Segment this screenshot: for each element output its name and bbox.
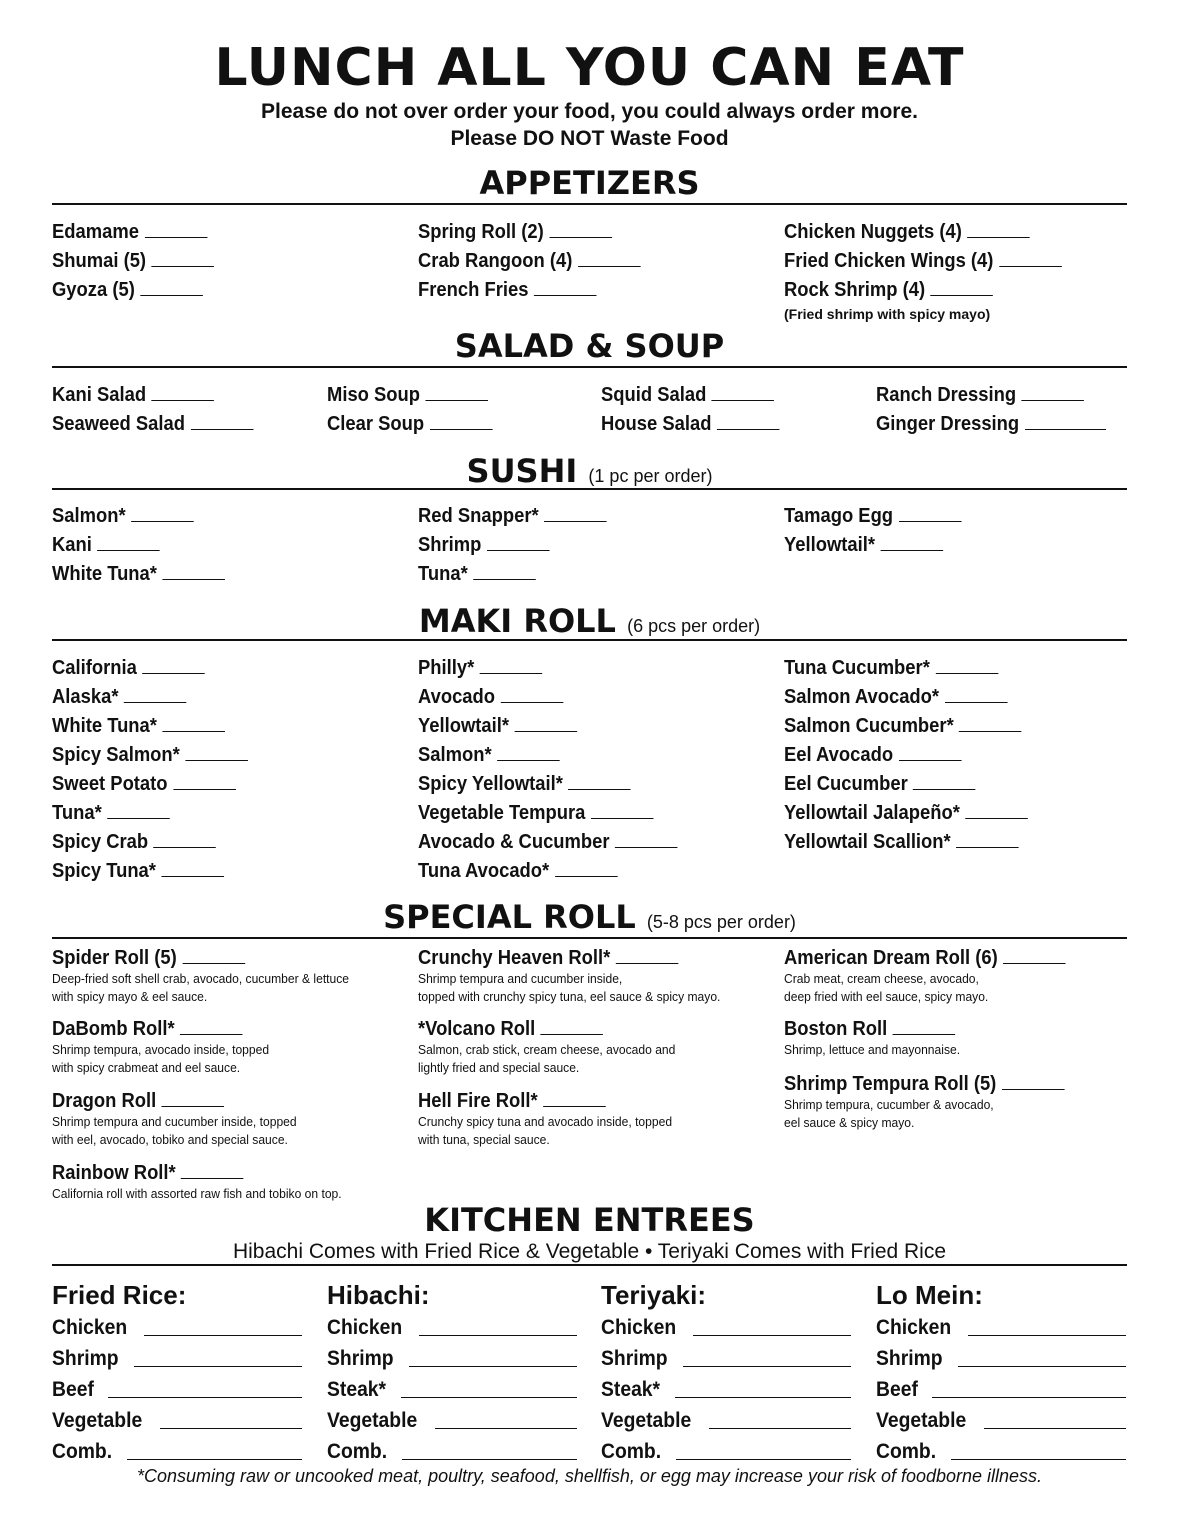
- roll-description: deep fried with eel sauce, spicy mayo.: [784, 989, 989, 1004]
- kitchen-entrees-heading: KITCHEN ENTREES: [424, 1201, 755, 1239]
- special-roll-item: Hell Fire Roll* Crunchy spicy tuna and avocado inside, topped with tuna, special sauce.: [418, 1090, 673, 1147]
- menu-item: Chicken: [876, 1312, 1126, 1343]
- quantity-line[interactable]: [555, 860, 618, 877]
- menu-item: Tuna Cucumber*: [784, 654, 1028, 683]
- menu-item: California: [52, 654, 248, 683]
- sushi-col-1: [52, 502, 240, 589]
- quantity-line[interactable]: [541, 1018, 604, 1035]
- quantity-line[interactable]: [140, 279, 203, 296]
- special-roll-item: Shrimp Tempura Roll (5) Shrimp tempura, cucumber & avocado, eel sauce & spicy mayo.: [784, 1072, 1089, 1132]
- menu-item: Eel Cucumber: [784, 770, 1028, 799]
- roll-description: Crab meat, cream cheese, avocado,: [784, 971, 979, 986]
- maki-heading: MAKI ROLL (6 pcs per order): [418, 602, 761, 640]
- quantity-line[interactable]: [144, 1335, 302, 1336]
- divider: [52, 639, 1127, 641]
- column-heading: Lo Mein:: [876, 1280, 983, 1310]
- divider: [52, 488, 1127, 490]
- menu-item: Salmon*: [52, 502, 225, 531]
- menu-item: Avocado: [418, 683, 678, 712]
- quantity-line[interactable]: [965, 802, 1028, 819]
- menu-item: Yellowtail*: [418, 712, 678, 741]
- quantity-line[interactable]: [185, 744, 248, 761]
- menu-item: Yellowtail Jalapeño*: [784, 799, 1028, 828]
- quantity-line[interactable]: [497, 744, 560, 761]
- quantity-line[interactable]: [675, 1397, 851, 1398]
- menu-item: Chicken: [327, 1312, 577, 1343]
- menu-item: Vegetable: [876, 1405, 1126, 1436]
- divider: [52, 203, 1127, 205]
- quantity-line[interactable]: [430, 413, 493, 430]
- quantity-line[interactable]: [968, 1335, 1126, 1336]
- menu-item: Spicy Salmon*: [52, 741, 248, 770]
- quantity-line[interactable]: [683, 1366, 851, 1367]
- salad-col-3: [601, 381, 795, 439]
- special-roll-item: DaBomb Roll* Shrimp tempura, avocado inside, topped with spicy crabmeat and eel sauce.: [52, 1018, 270, 1075]
- sushi-col-3: [784, 502, 977, 560]
- quantity-line[interactable]: [124, 686, 187, 703]
- menu-item: Yellowtail Scallion*: [784, 828, 1028, 857]
- roll-description: with eel, avocado, tobiko and special sauce.: [52, 1132, 288, 1147]
- menu-item: Steak*: [601, 1374, 851, 1405]
- menu-item: Sweet Potato: [52, 770, 248, 799]
- menu-item: Beef: [876, 1374, 1126, 1405]
- quantity-line[interactable]: [127, 1459, 302, 1460]
- menu-item: Steak*: [327, 1374, 577, 1405]
- quantity-line[interactable]: [134, 1366, 302, 1367]
- quantity-line[interactable]: [717, 413, 780, 430]
- quantity-line[interactable]: [881, 534, 944, 551]
- quantity-line[interactable]: [108, 1397, 302, 1398]
- special-roll-item: Crunchy Heaven Roll* Shrimp tempura and cucumber inside, topped with crunchy spicy tuna, eel sauce & spicy mayo.: [418, 947, 721, 1004]
- quantity-line[interactable]: [401, 1397, 577, 1398]
- menu-item: Rock Shrimp (4): [784, 276, 1062, 305]
- menu-item: House Salad: [601, 410, 780, 439]
- roll-description: Shrimp, lettuce and mayonnaise.: [784, 1042, 961, 1057]
- maki-col-2: [418, 654, 700, 886]
- menu-item: Spicy Tuna*: [52, 857, 248, 886]
- column-heading: Fried Rice:: [52, 1280, 187, 1310]
- roll-description: topped with crunchy spicy tuna, eel sauce & spicy mayo.: [418, 989, 721, 1004]
- quantity-line[interactable]: [693, 1335, 851, 1336]
- roll-description: Shrimp tempura, cucumber & avocado,: [784, 1097, 994, 1112]
- column-heading: Hibachi:: [327, 1280, 430, 1310]
- quantity-line[interactable]: [591, 802, 654, 819]
- kitchen-col-hibachi: [327, 1278, 577, 1467]
- menu-item: Squid Salad: [601, 381, 780, 410]
- menu-item: Shumai (5): [52, 247, 214, 276]
- food-safety-disclaimer: *Consuming raw or uncooked meat, poultry, seafood, shellfish, or egg may increase your risk of foodborne illness.: [136, 1466, 1043, 1486]
- quantity-line[interactable]: [893, 1018, 956, 1035]
- roll-description: California roll with assorted raw fish and tobiko on top.: [52, 1186, 342, 1201]
- quantity-line[interactable]: [190, 413, 253, 430]
- roll-description: Shrimp tempura and cucumber inside,: [418, 971, 623, 986]
- quantity-line[interactable]: [956, 831, 1019, 848]
- quantity-line[interactable]: [1025, 413, 1106, 430]
- quantity-line[interactable]: [180, 1018, 243, 1035]
- menu-item: Eel Avocado: [784, 741, 1028, 770]
- appetizers-col-1: [52, 218, 228, 305]
- quantity-line[interactable]: [480, 657, 543, 674]
- roll-description: with tuna, special sauce.: [418, 1132, 550, 1147]
- menu-item: Vegetable Tempura: [418, 799, 678, 828]
- divider: [52, 937, 1127, 939]
- quantity-line[interactable]: [578, 250, 641, 267]
- kitchen-subtitle: Hibachi Comes with Fried Rice & Vegetable • Teriyaki Comes with Fried Rice: [232, 1240, 947, 1263]
- menu-item: French Fries: [418, 276, 640, 305]
- quantity-line[interactable]: [543, 1090, 606, 1107]
- quantity-line[interactable]: [515, 715, 578, 732]
- quantity-line[interactable]: [616, 947, 679, 964]
- menu-title: LUNCH ALL YOU CAN EAT: [214, 38, 965, 98]
- quantity-line[interactable]: [181, 1162, 244, 1179]
- quantity-line[interactable]: [409, 1366, 577, 1367]
- quantity-line[interactable]: [676, 1459, 851, 1460]
- quantity-line[interactable]: [899, 744, 962, 761]
- quantity-line[interactable]: [1003, 947, 1066, 964]
- kitchen-col-lo-mein: [876, 1278, 1126, 1467]
- special-roll-heading: SPECIAL ROLL (5-8 pcs per order): [383, 898, 796, 936]
- salad-col-4: [876, 381, 1126, 439]
- roll-description: Deep-fried soft shell crab, avocado, cucumber & lettuce: [52, 971, 350, 986]
- special-roll-item: Boston Roll Shrimp, lettuce and mayonnaise.: [784, 1018, 961, 1057]
- menu-item: Salmon Cucumber*: [784, 712, 1028, 741]
- menu-item: Vegetable: [52, 1405, 302, 1436]
- menu-item: Tuna*: [418, 560, 607, 589]
- menu-item: Vegetable: [327, 1405, 577, 1436]
- roll-description: Crunchy spicy tuna and avocado inside, topped: [418, 1114, 673, 1129]
- divider: [52, 366, 1127, 368]
- quantity-line[interactable]: [549, 221, 612, 238]
- special-roll-item: *Volcano Roll Salmon, crab stick, cream cheese, avocado and lightly fried and special sauce.: [418, 1018, 676, 1075]
- quantity-line[interactable]: [162, 715, 225, 732]
- menu-item: Alaska*: [52, 683, 248, 712]
- quantity-line[interactable]: [426, 384, 489, 401]
- quantity-line[interactable]: [144, 221, 207, 238]
- waste-notice: Please DO NOT Waste Food: [450, 127, 729, 150]
- roll-description: with spicy mayo & eel sauce.: [52, 989, 208, 1004]
- menu-item: Yellowtail*: [784, 531, 961, 560]
- quantity-line[interactable]: [951, 1459, 1126, 1460]
- menu-item: Tuna*: [52, 799, 248, 828]
- appetizers-heading: APPETIZERS: [479, 164, 700, 202]
- quantity-line[interactable]: [959, 715, 1022, 732]
- menu-item: Avocado & Cucumber: [418, 828, 678, 857]
- menu-item: Red Snapper*: [418, 502, 607, 531]
- maki-col-1: [52, 654, 265, 886]
- menu-item: Shrimp: [601, 1343, 851, 1374]
- salad-col-1: [52, 381, 271, 439]
- quantity-line[interactable]: [131, 505, 194, 522]
- quantity-line[interactable]: [107, 802, 170, 819]
- menu-item: Beef: [52, 1374, 302, 1405]
- menu-item: Chicken: [601, 1312, 851, 1343]
- quantity-line[interactable]: [568, 773, 631, 790]
- special-roll-item: Spider Roll (5) Deep-fried soft shell crab, avocado, cucumber & lettuce with spicy mayo & eel sauce.: [52, 947, 350, 1004]
- menu-item: Miso Soup: [327, 381, 492, 410]
- menu-item: Salmon*: [418, 741, 678, 770]
- quantity-line[interactable]: [97, 534, 160, 551]
- menu-item: Seaweed Salad: [52, 410, 253, 439]
- roll-description: eel sauce & spicy mayo.: [784, 1115, 915, 1130]
- roll-description: Salmon, crab stick, cream cheese, avocado and: [418, 1042, 676, 1057]
- roll-description: with spicy crabmeat and eel sauce.: [52, 1060, 241, 1075]
- menu-item: Comb.: [876, 1436, 1126, 1467]
- rock-shrimp-note: (Fried shrimp with spicy mayo): [784, 306, 991, 322]
- menu-item: Chicken Nuggets (4): [784, 218, 1062, 247]
- quantity-line[interactable]: [984, 1428, 1126, 1429]
- quantity-line[interactable]: [932, 1397, 1126, 1398]
- quantity-line[interactable]: [615, 831, 678, 848]
- maki-col-3: [784, 654, 1049, 857]
- order-notice: Please do not over order your food, you could always order more.: [261, 100, 918, 123]
- quantity-line[interactable]: [142, 657, 205, 674]
- quantity-line[interactable]: [501, 686, 564, 703]
- appetizers-col-3: [784, 218, 1086, 305]
- menu-item: Kani Salad: [52, 381, 253, 410]
- menu-item: Comb.: [327, 1436, 577, 1467]
- salad-soup-heading: SALAD & SOUP: [454, 327, 725, 365]
- roll-description: Shrimp tempura, avocado inside, topped: [52, 1042, 270, 1057]
- menu-item: Ginger Dressing: [876, 410, 1106, 439]
- quantity-line[interactable]: [945, 686, 1008, 703]
- menu-item: Comb.: [52, 1436, 302, 1467]
- sushi-heading: SUSHI (1 pc per order): [466, 452, 713, 490]
- kitchen-col-teriyaki: [601, 1278, 851, 1467]
- quantity-line[interactable]: [162, 1090, 225, 1107]
- menu-item: Fried Chicken Wings (4): [784, 247, 1062, 276]
- appetizers-col-2: [418, 218, 660, 305]
- column-heading: Teriyaki:: [601, 1280, 707, 1310]
- salad-col-2: [327, 381, 507, 439]
- quantity-line[interactable]: [534, 279, 597, 296]
- menu-item: Shrimp: [418, 531, 607, 560]
- quantity-line[interactable]: [182, 947, 245, 964]
- quantity-line[interactable]: [999, 250, 1062, 267]
- quantity-line[interactable]: [152, 384, 215, 401]
- menu-item: White Tuna*: [52, 712, 248, 741]
- quantity-line[interactable]: [419, 1335, 577, 1336]
- sushi-col-2: [418, 502, 623, 589]
- menu-item: Spicy Crab: [52, 828, 248, 857]
- quantity-line[interactable]: [435, 1428, 577, 1429]
- menu-item: Shrimp: [876, 1343, 1126, 1374]
- quantity-line[interactable]: [958, 1366, 1126, 1367]
- special-roll-item: American Dream Roll (6) Crab meat, cream cheese, avocado, deep fried with eel sauce, spicy mayo.: [784, 946, 1090, 1006]
- quantity-line[interactable]: [1002, 1073, 1065, 1090]
- quantity-line[interactable]: [709, 1428, 851, 1429]
- menu-item: Clear Soup: [327, 410, 492, 439]
- quantity-line[interactable]: [1022, 384, 1085, 401]
- quantity-line[interactable]: [487, 534, 550, 551]
- quantity-line[interactable]: [967, 221, 1030, 238]
- quantity-line[interactable]: [935, 657, 998, 674]
- quantity-line[interactable]: [173, 773, 236, 790]
- quantity-line[interactable]: [544, 505, 607, 522]
- menu-item: Crab Rangoon (4): [418, 247, 640, 276]
- menu-item: White Tuna*: [52, 560, 225, 589]
- quantity-line[interactable]: [913, 773, 976, 790]
- special-roll-item: Rainbow Roll* California roll with assorted raw fish and tobiko on top.: [52, 1162, 342, 1201]
- quantity-line[interactable]: [712, 384, 775, 401]
- menu-item: Shrimp: [327, 1343, 577, 1374]
- roll-description: lightly fried and special sauce.: [418, 1060, 580, 1075]
- kitchen-col-fried-rice: [52, 1278, 302, 1467]
- menu-item: Tamago Egg: [784, 502, 961, 531]
- quantity-line[interactable]: [154, 831, 217, 848]
- menu-item: Chicken: [52, 1312, 302, 1343]
- roll-description: Shrimp tempura and cucumber inside, topped: [52, 1114, 297, 1129]
- menu-item: Gyoza (5): [52, 276, 214, 305]
- menu-item: Spring Roll (2): [418, 218, 640, 247]
- quantity-line[interactable]: [152, 250, 215, 267]
- divider: [52, 1264, 1127, 1266]
- quantity-line[interactable]: [162, 563, 225, 580]
- menu-item: Spicy Yellowtail*: [418, 770, 678, 799]
- quantity-line[interactable]: [931, 279, 994, 296]
- menu-item: Edamame: [52, 218, 214, 247]
- menu-item: Salmon Avocado*: [784, 683, 1028, 712]
- menu-item: Kani: [52, 531, 225, 560]
- menu-item: Ranch Dressing: [876, 381, 1106, 410]
- special-roll-item: Dragon Roll Shrimp tempura and cucumber inside, topped with eel, avocado, tobiko and special sauce.: [52, 1090, 297, 1147]
- quantity-line[interactable]: [160, 1428, 302, 1429]
- menu-item: Philly*: [418, 654, 678, 683]
- menu-item: Vegetable: [601, 1405, 851, 1436]
- quantity-line[interactable]: [473, 563, 536, 580]
- menu-item: Comb.: [601, 1436, 851, 1467]
- menu-item: Shrimp: [52, 1343, 302, 1374]
- quantity-line[interactable]: [899, 505, 962, 522]
- quantity-line[interactable]: [161, 860, 224, 877]
- menu-item: Tuna Avocado*: [418, 857, 678, 886]
- quantity-line[interactable]: [402, 1459, 577, 1460]
